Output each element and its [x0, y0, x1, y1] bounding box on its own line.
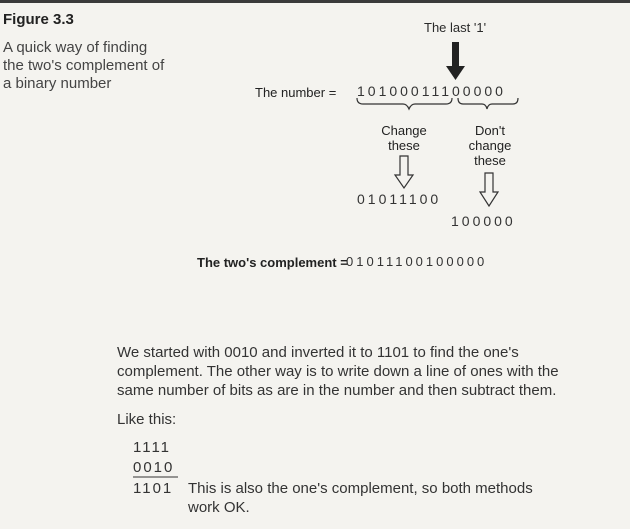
figure-caption-line-3: a binary number — [3, 75, 112, 92]
change-label — [378, 123, 430, 153]
figure-caption-line-1: A quick way of finding — [3, 39, 148, 56]
ones-row: 1111 — [133, 439, 172, 456]
dont-change-hollow-arrow — [480, 173, 498, 206]
change-label-line-1: Change — [381, 123, 427, 138]
dont-change-label-line-2: change — [468, 138, 512, 153]
last-one-arrow — [446, 42, 465, 80]
like-this-label: Like this: — [117, 411, 177, 428]
dont-change-label — [462, 123, 518, 168]
number-value: 10100011100000 — [357, 83, 506, 99]
result-label: The two's complement = — [197, 255, 348, 270]
change-hollow-arrow — [395, 156, 413, 188]
change-brace — [357, 98, 452, 109]
last-one-label: The last '1' — [424, 20, 487, 35]
paragraph-line-2: complement. The other way is to write down a line of ones with the — [117, 363, 559, 380]
dont-change-brace — [458, 98, 518, 109]
result-row: 1101 — [133, 480, 174, 497]
dont-change-label-line-1: Don't — [475, 123, 505, 138]
result-note-line-2: work OK. — [188, 499, 250, 516]
changed-bits: 01011100 — [357, 191, 442, 207]
figure-label: Figure 3.3 — [3, 11, 74, 28]
dont-change-label-line-3: these — [474, 153, 506, 168]
number-row: 0010 — [133, 459, 175, 476]
paragraph-line-3: same number of bits as are in the number and then subtract them. — [117, 382, 557, 399]
change-label-line-2: these — [388, 138, 420, 153]
figure-caption-line-2: the two's complement of — [3, 57, 165, 74]
result-value: 01011100100000 — [346, 254, 488, 269]
unchanged-bits: 100000 — [451, 213, 516, 229]
result-note-line-1: This is also the one's complement, so both methods — [188, 480, 533, 497]
paragraph-line-1: We started with 0010 and inverted it to 1101 to find the one's — [117, 344, 519, 361]
number-label: The number = — [255, 85, 337, 100]
